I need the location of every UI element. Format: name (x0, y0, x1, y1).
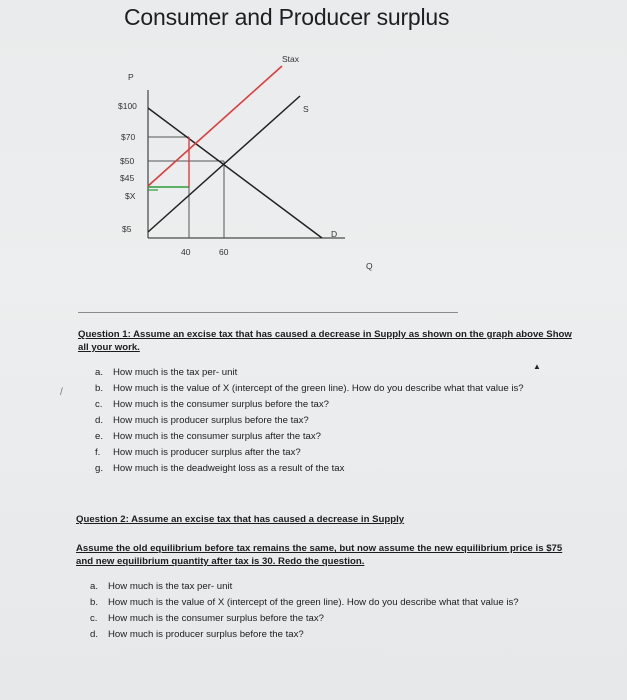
question-2-body: Assume the old equilibrium before tax remains the same, but now assume the new equilibrium price is $75 and new equilibrium quantity after tax is 30. Redo the question. (76, 543, 563, 567)
list-item: b. How much is the value of X (intercept of the green line). How do you describe what that value is? (95, 383, 524, 394)
list-item: c. How much is the consumer surplus before the tax? (90, 613, 324, 624)
s-label: S (303, 104, 309, 114)
list-item: a. How much is the tax per- unit (90, 581, 233, 592)
list-item: d. How much is producer surplus before the tax? (90, 629, 304, 640)
axis-p-label: P (128, 72, 134, 82)
quantity-40-label: 40 (181, 247, 191, 257)
list-item: f. How much is producer surplus after the tax? (95, 447, 301, 458)
question-2-heading: Question 2: Assume an excise tax that has caused a decrease in Supply (76, 514, 405, 525)
price-50-label: $50 (120, 156, 135, 166)
list-item: b. How much is the value of X (intercept of the green line). How do you describe what that value is? (90, 597, 519, 608)
list-item: c. How much is the consumer surplus before the tax? (95, 399, 329, 410)
supply-tax-curve (148, 66, 282, 186)
supply-demand-graph (0, 0, 627, 320)
list-item: g. How much is the deadweight loss as a result of the tax (95, 463, 345, 474)
list-item: d. How much is producer surplus before the tax? (95, 415, 309, 426)
d-label: D (331, 229, 338, 239)
axis-q-label: Q (366, 261, 373, 271)
stax-label: Stax (282, 54, 300, 64)
price-x-label: $X (125, 191, 136, 201)
page-title: Consumer and Producer surplus (124, 4, 450, 30)
divider (78, 312, 458, 313)
list-item: a. How much is the tax per- unit (95, 367, 238, 378)
price-45-label: $45 (120, 173, 135, 183)
quantity-60-label: 60 (219, 247, 229, 257)
cursor-arrow-icon: ▲ (533, 362, 541, 371)
margin-mark: / (60, 387, 63, 398)
question-1-heading: Question 1: Assume an excise tax that has caused a decrease in Supply as shown on the graph above Show all your work. (78, 329, 572, 353)
price-5-label: $5 (122, 224, 132, 234)
price-100-label: $100 (118, 101, 137, 111)
question-2-list (90, 580, 570, 641)
demand-curve (148, 108, 322, 238)
question-1-list (95, 366, 575, 475)
price-70-label: $70 (121, 132, 136, 142)
list-item: e. How much is the consumer surplus after the tax? (95, 431, 321, 442)
